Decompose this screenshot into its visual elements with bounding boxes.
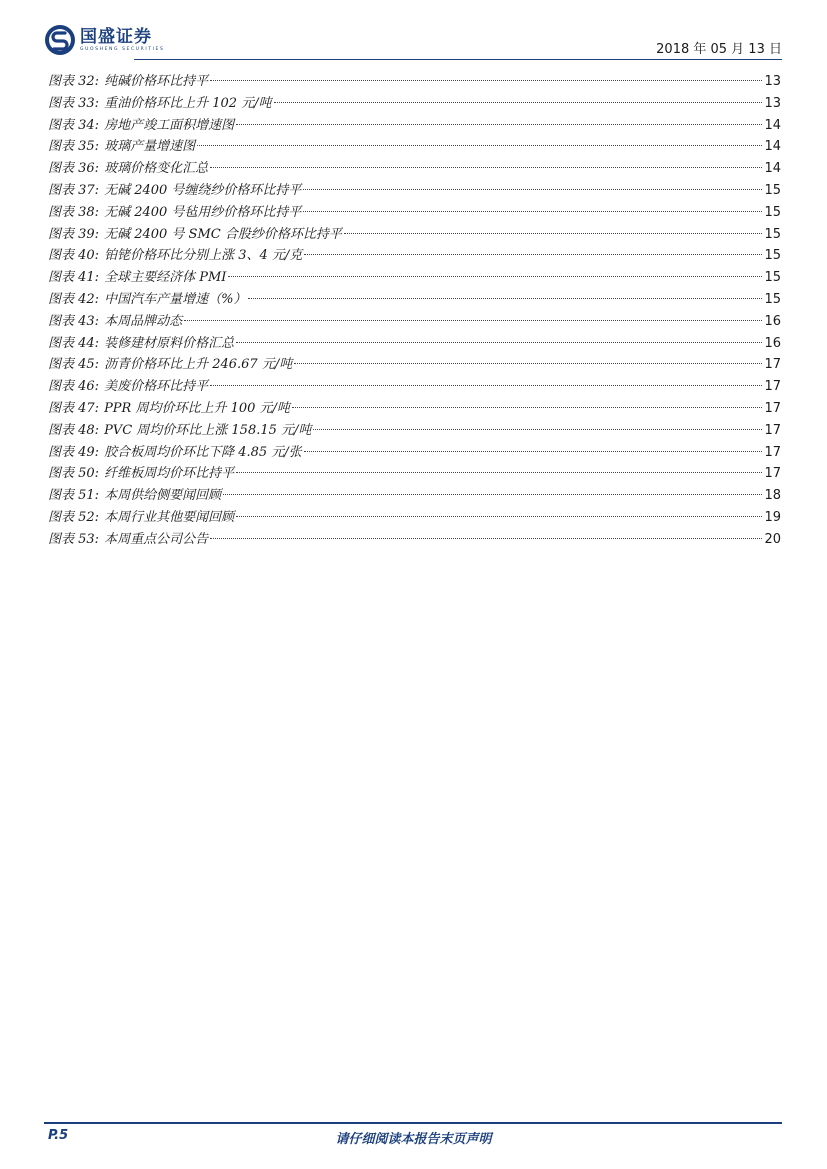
toc-entry-leader — [228, 276, 762, 277]
toc-entry-page: 13 — [764, 95, 781, 111]
toc-entry-leader — [210, 385, 762, 386]
toc-entry[interactable] — [48, 245, 781, 267]
toc-entry-page: 16 — [764, 313, 781, 329]
toc-entry-leader — [294, 363, 762, 364]
toc-entry-leader — [236, 516, 762, 517]
toc-entry-label: 图表 34: — [48, 117, 100, 133]
toc-entry-title: 无碱 2400 号毡用纱价格环比持平 — [104, 204, 302, 220]
toc-entry-title: 房地产竣工面积增速图 — [104, 117, 235, 133]
toc-entry[interactable] — [48, 158, 781, 180]
toc-entry-title: 本周品牌动态 — [104, 313, 183, 329]
toc-entry-label: 图表 46: — [48, 379, 100, 395]
toc-entry-page: 16 — [764, 335, 781, 351]
toc-entry-page: 17 — [764, 379, 781, 395]
toc-entry-leader — [236, 472, 762, 473]
toc-entry-title: 纤维板周均价环比持平 — [104, 466, 235, 482]
toc-entry[interactable] — [48, 398, 781, 420]
brand-logo — [44, 24, 164, 56]
toc-entry[interactable] — [48, 224, 781, 246]
brand-name-en: GUOSHENG SECURITIES — [80, 46, 165, 52]
toc-entry-label: 图表 42: — [48, 291, 100, 307]
footer-divider — [44, 1122, 782, 1124]
toc-entry-label: 图表 53: — [48, 531, 100, 547]
toc-entry-leader — [223, 494, 762, 495]
toc-entry-leader — [292, 407, 763, 408]
toc-entry-label: 图表 51: — [48, 488, 100, 504]
toc-entry-title: 本周供给侧要闻回顾 — [104, 488, 222, 504]
toc-entry-title: 重油价格环比上升 102 元/吨 — [104, 95, 272, 111]
toc-entry-label: 图表 43: — [48, 313, 100, 329]
toc-entry-leader — [274, 102, 763, 103]
toc-entry-leader — [313, 429, 762, 430]
toc-entry-label: 图表 44: — [48, 335, 100, 351]
page-header — [44, 24, 782, 60]
figure-index-list — [48, 71, 781, 551]
toc-entry[interactable] — [48, 507, 781, 529]
toc-entry-leader — [248, 298, 762, 299]
toc-entry[interactable] — [48, 529, 781, 551]
toc-entry-title: 本周行业其他要闻回顾 — [104, 509, 235, 525]
toc-entry-label: 图表 32: — [48, 74, 100, 89]
toc-entry-label: 图表 39: — [48, 226, 100, 242]
toc-entry-label: 图表 45: — [48, 357, 100, 373]
toc-entry-title: 胶合板周均价环比下降 4.85 元/张 — [104, 444, 302, 460]
toc-entry-leader — [210, 80, 762, 81]
toc-entry-label: 图表 52: — [48, 509, 100, 525]
toc-entry-title: 美废价格环比持平 — [104, 379, 209, 395]
toc-entry-leader — [197, 145, 762, 146]
toc-entry-page: 17 — [764, 357, 781, 373]
toc-entry-leader — [236, 342, 762, 343]
toc-entry[interactable] — [48, 333, 781, 355]
toc-entry[interactable] — [48, 115, 781, 137]
toc-entry-title: 沥青价格环比上升 246.67 元/吨 — [104, 357, 293, 373]
toc-entry[interactable] — [48, 180, 781, 202]
toc-entry-leader — [236, 124, 762, 125]
toc-entry-label: 图表 41: — [48, 270, 100, 286]
toc-entry-label: 图表 40: — [48, 248, 100, 264]
toc-entry-page: 13 — [764, 74, 781, 89]
toc-entry-title: 玻璃价格变化汇总 — [104, 161, 209, 177]
report-date: 2018 年 05 月 13 日 — [656, 42, 782, 57]
toc-entry-title: 纯碱价格环比持平 — [104, 74, 209, 89]
toc-entry[interactable] — [48, 267, 781, 289]
toc-entry-page: 15 — [764, 182, 781, 198]
toc-entry-title: 玻璃产量增速图 — [104, 139, 196, 155]
toc-entry[interactable] — [48, 463, 781, 485]
toc-entry-page: 17 — [764, 444, 781, 460]
toc-entry-title: 全球主要经济体 PMI — [104, 270, 227, 286]
toc-entry-leader — [210, 167, 762, 168]
toc-entry-leader — [303, 189, 762, 190]
toc-entry-title: 中国汽车产量增速（%） — [104, 291, 247, 307]
toc-entry-label: 图表 50: — [48, 466, 100, 482]
toc-entry[interactable] — [48, 442, 781, 464]
page-number: P.5 — [48, 1128, 69, 1143]
toc-entry-page: 19 — [764, 509, 781, 525]
toc-entry[interactable] — [48, 93, 781, 115]
toc-entry-label: 图表 48: — [48, 422, 100, 438]
toc-entry-page: 15 — [764, 226, 781, 242]
toc-entry-title: PPR 周均价环比上升 100 元/吨 — [104, 400, 290, 416]
brand-name-cn: 国盛证券 — [80, 26, 152, 47]
toc-entry-page: 15 — [764, 204, 781, 220]
toc-entry-leader — [304, 451, 763, 452]
toc-entry-page: 14 — [764, 117, 781, 133]
toc-entry-title: 本周重点公司公告 — [104, 531, 209, 547]
toc-entry-title: 铂铑价格环比分别上涨 3、4 元/克 — [104, 248, 303, 264]
toc-entry-label: 图表 49: — [48, 444, 100, 460]
toc-entry-title: 无碱 2400 号 SMC 合股纱价格环比持平 — [104, 226, 342, 242]
toc-entry-label: 图表 35: — [48, 139, 100, 155]
footer-disclaimer: 请仔细阅读本报告末页声明 — [335, 1132, 492, 1147]
header-divider — [134, 59, 782, 60]
guosheng-logo-icon — [44, 24, 76, 56]
toc-entry-label: 图表 38: — [48, 204, 100, 220]
toc-entry-label: 图表 37: — [48, 182, 100, 198]
toc-entry-page: 15 — [764, 270, 781, 286]
toc-entry-leader — [184, 320, 762, 321]
toc-entry-label: 图表 36: — [48, 161, 100, 177]
toc-entry[interactable] — [48, 485, 781, 507]
toc-entry[interactable] — [48, 202, 781, 224]
toc-entry[interactable] — [48, 71, 781, 93]
toc-entry-title: 无碱 2400 号缠绕纱价格环比持平 — [104, 182, 302, 198]
toc-entry-leader — [344, 233, 763, 234]
toc-entry-page: 17 — [764, 422, 781, 438]
toc-entry-leader — [303, 211, 762, 212]
toc-entry[interactable] — [48, 354, 781, 376]
toc-entry[interactable] — [48, 136, 781, 158]
toc-entry-page: 20 — [764, 531, 781, 547]
toc-entry-page: 17 — [764, 400, 781, 416]
toc-entry-leader — [210, 538, 762, 539]
toc-entry-page: 14 — [764, 139, 781, 155]
toc-entry[interactable] — [48, 311, 781, 333]
toc-entry[interactable] — [48, 289, 781, 311]
toc-entry-label: 图表 47: — [48, 400, 100, 416]
toc-entry-leader — [304, 254, 762, 255]
toc-entry-page: 15 — [764, 291, 781, 307]
toc-entry-page: 14 — [764, 161, 781, 177]
toc-entry-label: 图表 33: — [48, 95, 100, 111]
toc-entry-title: 装修建材原料价格汇总 — [104, 335, 235, 351]
toc-entry[interactable] — [48, 376, 781, 398]
toc-entry-title: PVC 周均价环比上涨 158.15 元/吨 — [104, 422, 312, 438]
toc-entry-page: 17 — [764, 466, 781, 482]
toc-entry-page: 18 — [764, 488, 781, 504]
toc-entry[interactable] — [48, 420, 781, 442]
toc-entry-page: 15 — [764, 248, 781, 264]
